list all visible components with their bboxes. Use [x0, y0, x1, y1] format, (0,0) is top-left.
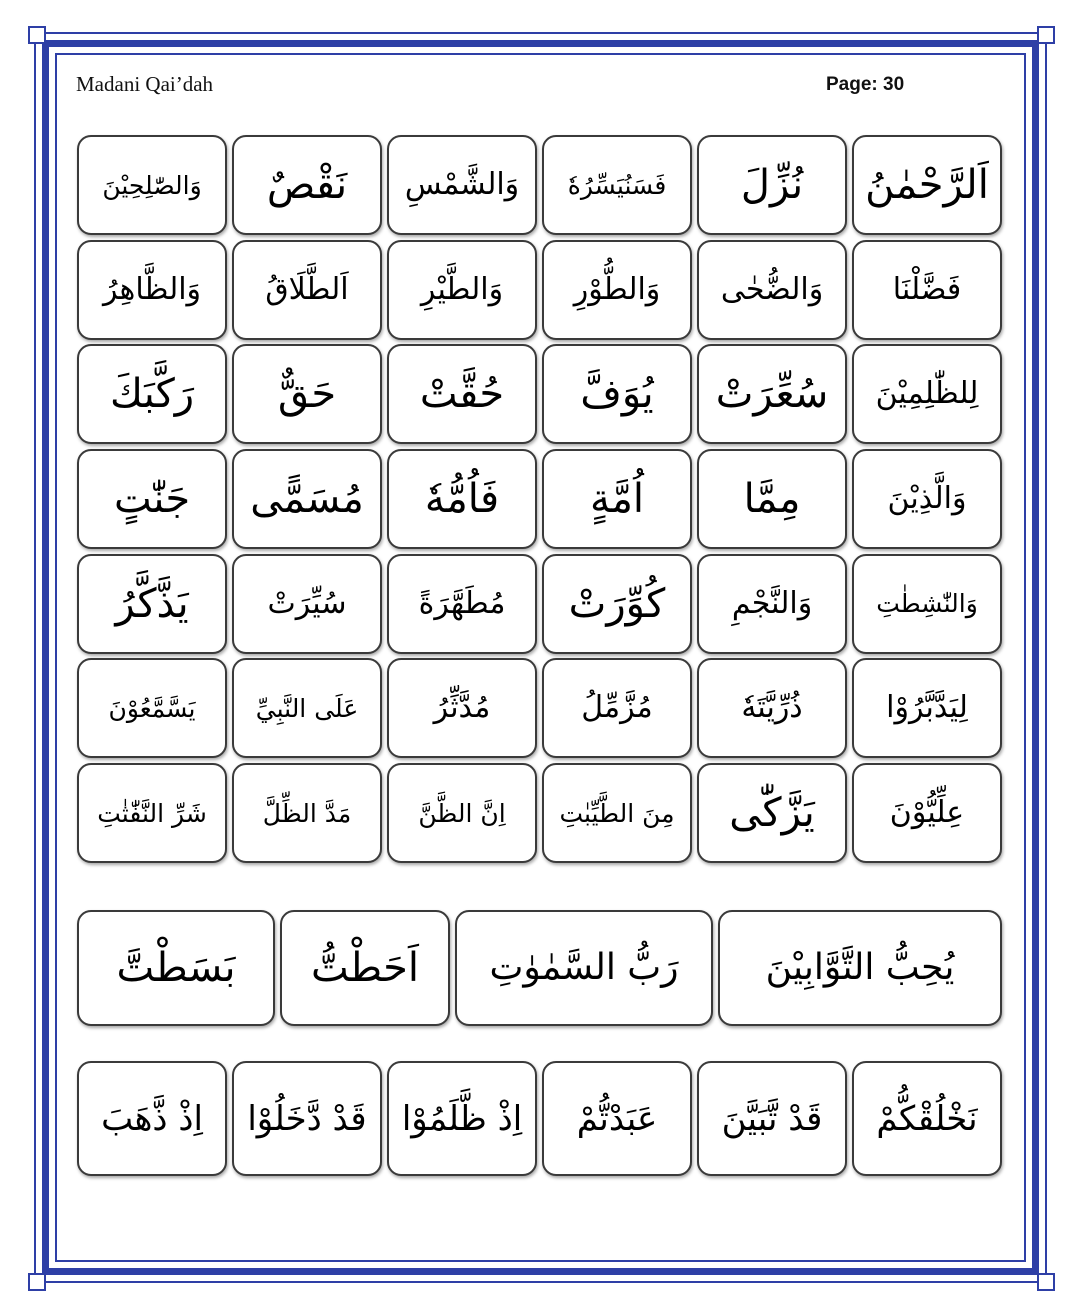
word-text: وَالصّٰلِحِيْنَ — [102, 170, 202, 200]
word-tile — [542, 240, 692, 340]
word-text: اِنَّ الظَّنَّ — [418, 798, 506, 828]
word-text: وَالَّذِيْنَ — [887, 481, 967, 517]
word-text: فَضَّلْنَا — [892, 271, 962, 307]
border-corner — [1037, 26, 1055, 44]
word-text: يَسَّمَّعُوْنَ — [108, 693, 196, 723]
word-tile — [697, 554, 847, 654]
word-text: بَسَطْتَّ — [116, 945, 236, 991]
word-tile — [542, 554, 692, 654]
wide-word-tile — [455, 910, 713, 1026]
word-text: شَرِّ النَّفّٰثٰتِ — [97, 798, 207, 828]
word-text: نُزِّلَ — [740, 162, 804, 208]
word-tile — [852, 240, 1002, 340]
word-text: ذُرِّيَّتَهٗ — [741, 690, 803, 726]
word-tile — [232, 1061, 382, 1176]
word-tile — [542, 763, 692, 863]
word-text: لِلظّٰلِمِيْنَ — [875, 376, 979, 412]
word-text: سُعِّرَتْ — [715, 371, 829, 418]
word-tile — [77, 1061, 227, 1176]
bottom-word-row — [77, 1061, 1002, 1176]
word-text: اَلرَّحْمٰنُ — [865, 162, 989, 208]
wide-word-tile — [77, 910, 275, 1026]
word-tile — [387, 344, 537, 444]
word-tile — [232, 658, 382, 758]
word-text: وَالنَّجْمِ — [731, 585, 813, 621]
word-text: يُوَفَّ — [580, 371, 654, 418]
word-tile — [852, 1061, 1002, 1176]
word-text: وَالظَّاهِرُ — [102, 271, 202, 307]
word-tile — [852, 554, 1002, 654]
word-tile — [542, 658, 692, 758]
word-tile — [697, 449, 847, 549]
word-tile — [387, 554, 537, 654]
word-tile — [232, 554, 382, 654]
page-number: Page: 30 — [826, 74, 905, 95]
word-tile — [387, 449, 537, 549]
word-tile — [852, 344, 1002, 444]
word-text: فَسَنُيَسِّرُهٗ — [567, 170, 667, 200]
word-text: اَلطَّلَاقُ — [265, 271, 349, 307]
word-tile — [542, 135, 692, 235]
word-tile — [232, 763, 382, 863]
word-grid — [77, 135, 1002, 863]
word-text: يَذَّكَّرُ — [115, 580, 189, 627]
word-tile — [542, 449, 692, 549]
word-text: وَالضُّحٰى — [720, 271, 824, 307]
word-tile — [387, 1061, 537, 1176]
word-text: مَدَّ الظِّلَّ — [262, 798, 352, 828]
word-tile — [387, 240, 537, 340]
word-text: سُيِّرَتْ — [267, 585, 347, 621]
word-tile — [77, 135, 227, 235]
word-tile — [542, 1061, 692, 1176]
word-text: نَقْصٌ — [266, 162, 348, 208]
wide-word-tile — [718, 910, 1002, 1026]
word-text: كُوِّرَتْ — [568, 580, 666, 627]
word-text: اَحَطْتُّ — [311, 945, 419, 991]
word-tile — [697, 344, 847, 444]
word-tile — [77, 449, 227, 549]
word-tile — [387, 658, 537, 758]
word-tile — [852, 449, 1002, 549]
word-text: فَاُمُّهٗ — [424, 476, 500, 523]
word-text: اُمَّةٍ — [590, 476, 644, 523]
word-text: وَالنّٰشِطٰتِ — [876, 589, 978, 619]
word-text: يَزَّكّٰى — [729, 790, 815, 837]
border-corner — [28, 26, 46, 44]
word-text: عَلَى النَّبِيِّ — [255, 693, 359, 723]
border-corner — [28, 1273, 46, 1291]
word-text: وَالشَّمْسِ — [404, 167, 520, 202]
word-text: عِلِّيُّوْنَ — [889, 795, 965, 831]
word-text: رَبُّ السَّمٰوٰتِ — [489, 947, 679, 988]
word-text: مُطَهَّرَةً — [418, 585, 506, 621]
word-text: رَكَّبَكَ — [109, 371, 195, 418]
word-text: حَقٌّ — [277, 371, 337, 418]
word-text: نَخْلُقْكُّمْ — [876, 1098, 978, 1139]
border-corner — [1037, 1273, 1055, 1291]
word-text: مِمَّا — [743, 476, 801, 523]
word-tile — [697, 135, 847, 235]
word-tile — [232, 344, 382, 444]
word-tile — [77, 763, 227, 863]
word-tile — [852, 763, 1002, 863]
word-text: يُحِبُّ التَّوَّابِيْنَ — [765, 947, 955, 988]
word-tile — [387, 135, 537, 235]
word-text: وَالطَّيْرِ — [420, 271, 504, 307]
word-text: مِنَ الطَّيِّبٰتِ — [559, 798, 675, 828]
word-tile — [77, 344, 227, 444]
wide-word-tile — [280, 910, 450, 1026]
word-tile — [232, 449, 382, 549]
word-tile — [852, 135, 1002, 235]
book-title: Madani Qai’dah — [76, 72, 214, 96]
word-text: قَدْ تَّبَيَّنَ — [721, 1098, 823, 1139]
word-text: مُدَّثِّرُ — [433, 690, 491, 726]
word-text: حُقَّتْ — [419, 371, 505, 418]
word-text: مُزَّمِّلُ — [581, 690, 653, 726]
word-tile — [77, 240, 227, 340]
word-text: اِذْ ذَّهَبَ — [101, 1098, 203, 1139]
word-tile — [232, 135, 382, 235]
word-tile — [77, 554, 227, 654]
wide-word-row — [77, 910, 1002, 1026]
word-tile — [77, 658, 227, 758]
word-text: عَبَدْتُّمْ — [576, 1098, 658, 1139]
word-text: وَالطُّوْرِ — [573, 271, 661, 307]
word-tile — [542, 344, 692, 444]
word-tile — [697, 658, 847, 758]
word-tile — [232, 240, 382, 340]
word-tile — [852, 658, 1002, 758]
word-text: جَنّٰتٍ — [113, 476, 191, 523]
word-text: لِيَدَّبَّرُوْا — [886, 690, 968, 726]
word-tile — [697, 763, 847, 863]
word-text: مُسَمًّى — [250, 476, 364, 523]
word-tile — [387, 763, 537, 863]
word-tile — [697, 1061, 847, 1176]
word-text: اِذْ ظَّلَمُوْا — [401, 1098, 523, 1139]
word-text: قَدْ دَّخَلُوْا — [247, 1098, 367, 1139]
word-tile — [697, 240, 847, 340]
